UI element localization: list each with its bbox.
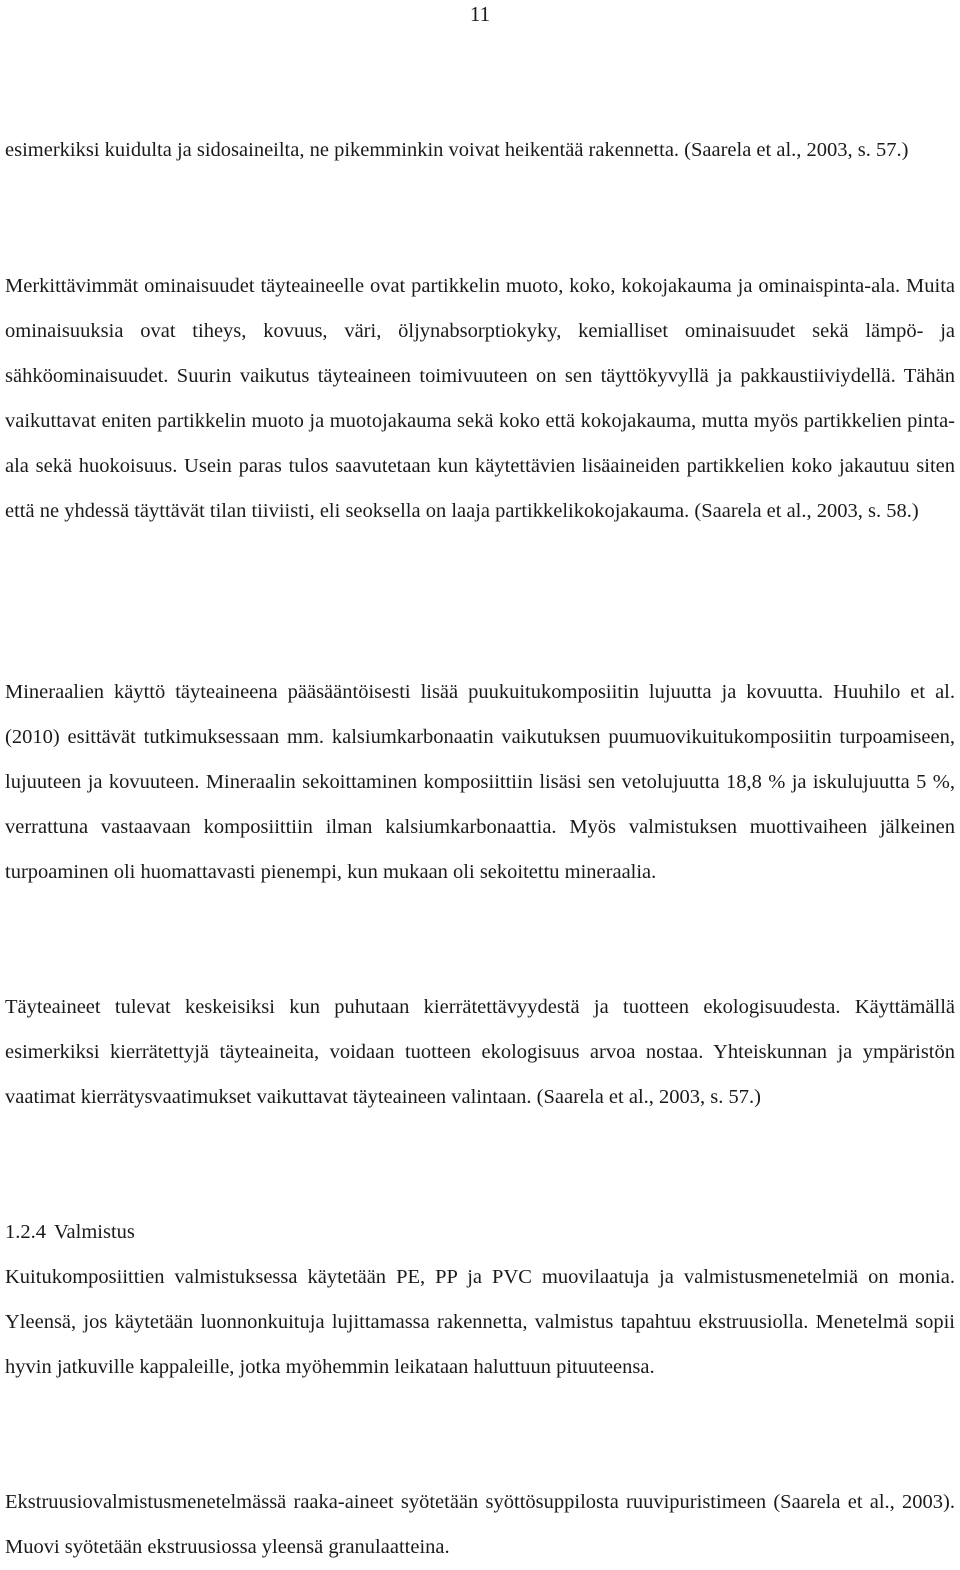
paragraph-4: Täyteaineet tulevat keskeisiksi kun puhutaan kierrätettävyydestä ja tuotteen ekologisuudesta. Käyttämällä esimerkiksi kierrätettyjä täyteaineita, voidaan tuotteen ekologisuus arvoa nostaa. Yhteiskunnan ja ympäristön vaatimat kierrätysvaatimukset vaikuttavat täyteaineen valintaan. (Saarela et al., 2003, s. 57.): [5, 996, 955, 1108]
section-number: 1.2.4: [5, 1221, 46, 1243]
section-paragraph-1: Kuitukomposiittien valmistuksessa käytetään PE, PP ja PVC muovilaatuja ja valmistusmenetelmiä on monia. Yleensä, jos käytetään luonnonkuituja lujittamassa rakennetta, valmistus tapahtuu ekstruusiolla. Menetelmä sopii hyvin jatkuville kappaleille, jotka myöhemmin leikataan haluttuun pituuteensa.: [5, 1266, 955, 1378]
section-heading: [5, 1210, 955, 1255]
section-paragraph-2: Ekstruusiovalmistusmenetelmässä raaka-aineet syötetään syöttösuppilosta ruuvipuristimeen (Saarela et al., 2003). Muovi syötetään ekstruusiossa yleensä granulaatteina.: [5, 1491, 955, 1558]
page-number: 11: [469, 2, 491, 26]
paragraph-1: esimerkiksi kuidulta ja sidosaineilta, ne pikemminkin voivat heikentää rakennetta. (Saarela et al., 2003, s. 57.): [5, 139, 909, 161]
paragraph-3: Mineraalien käyttö täyteaineena pääsääntöisesti lisää puukuitukomposiitin lujuutta ja kovuutta. Huuhilo et al. (2010) esittävät tutkimuksessaan mm. kalsiumkarbonaatin vaikutuksen puumuovikuitukomposiitin turpoamiseen, lujuuteen ja kovuuteen. Mineraalin sekoittaminen komposiittiin lisäsi sen vetolujuutta 18,8 % ja iskulujuutta 5 %, verrattuna vastaavaan komposiittiin ilman kalsiumkarbonaattia. Myös valmistuksen muottivaiheen jälkeinen turpoaminen oli huomattavasti pienempi, kun mukaan oli sekoitettu mineraalia.: [5, 681, 955, 883]
paragraph-2: Merkittävimmät ominaisuudet täyteaineelle ovat partikkelin muoto, koko, kokojakauma ja ominaispinta-ala. Muita ominaisuuksia ovat tiheys, kovuus, väri, öljynabsorptiokyky, kemialliset ominaisuudet sekä lämpö- ja sähköominaisuudet. Suurin vaikutus täyteaineen toimivuuteen on sen täyttökyvyllä ja pakkaustiiviydellä. Tähän vaikuttavat eniten partikkelin muoto ja muotojakauma sekä koko että kokojakauma, mutta myös partikkelien pinta-ala sekä huokoisuus. Usein paras tulos saavutetaan kun käytettävien lisäaineiden partikkelien koko jakautuu siten että ne yhdessä täyttävät tilan tiiviisti, eli seoksella on laaja partikkelikokojakauma. (Saarela et al., 2003, s. 58.): [5, 275, 955, 522]
section-title: Valmistus: [54, 1221, 135, 1243]
